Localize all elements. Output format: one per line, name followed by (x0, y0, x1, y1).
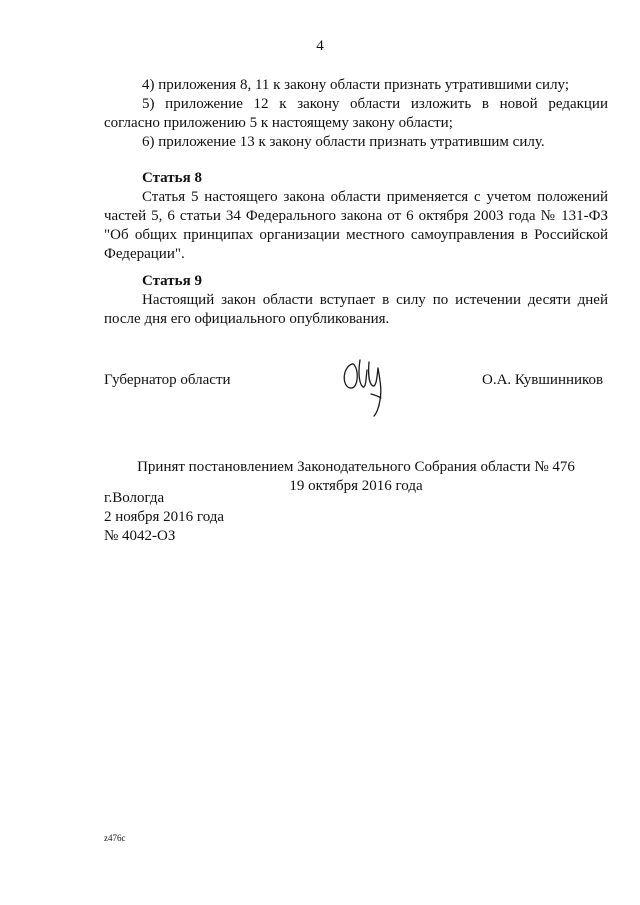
governor-name: О.А. Кувшинников (482, 372, 604, 388)
article-9-line-1: Настоящий закон области вступает в силу по истечении десяти дней (142, 292, 608, 308)
article-9-heading (104, 272, 608, 291)
governor-position: Губернатор области (104, 372, 231, 388)
handwritten-signature (338, 354, 398, 418)
article-8-body (104, 188, 608, 264)
article-8-heading (104, 169, 608, 188)
article-8-line-1: Статья 5 настоящего закона области применяется с учетом положений (142, 189, 608, 205)
page-number: 4 (316, 38, 324, 54)
adopted-line-2: 19 октября 2016 года (289, 478, 423, 494)
article-8-line-4: Федерации". (104, 246, 185, 262)
list-item-4-text: 4) приложения 8, 11 к закону области признать утратившими силу; (142, 77, 570, 93)
article-9-line-2: после дня его официального опубликования. (104, 311, 390, 327)
article-8-line-3: "Об общих принципах организации местного самоуправления в Российской (104, 227, 608, 243)
city: г.Вологда (104, 490, 165, 506)
law-number: № 4042-ОЗ (104, 528, 176, 544)
signing-date: 2 ноября 2016 года (104, 509, 225, 525)
adopted-line-1: Принят постановлением Законодательного Собрания области № 476 (137, 459, 575, 475)
list-item-5-line-2: согласно приложению 5 к настоящему закону области; (104, 115, 453, 131)
list-item-6 (104, 133, 608, 152)
list-item-5 (104, 95, 608, 133)
footer-code: z476c (104, 833, 126, 843)
article-8-line-2: частей 5, 6 статьи 34 Федерального закона от 6 октября 2003 года № 131-ФЗ (104, 208, 608, 224)
list-item-6-text: 6) приложение 13 к закону области признать утратившим силу. (142, 134, 545, 150)
list-item-5-line-1: 5) приложение 12 к закону области изложить в новой редакции (142, 96, 608, 112)
article-8-heading-text: Статья 8 (142, 170, 202, 186)
article-9-heading-text: Статья 9 (142, 273, 202, 289)
list-item-4 (104, 76, 608, 95)
article-9-body (104, 291, 608, 329)
